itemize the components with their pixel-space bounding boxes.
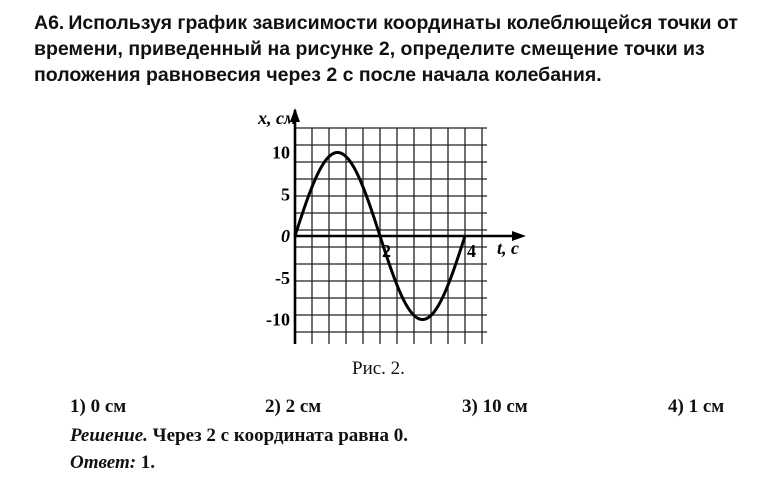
y-tick-label: -10 xyxy=(266,309,290,330)
option-3: 3) 10 см xyxy=(462,396,528,417)
x-tick-label: 2 xyxy=(382,241,391,261)
option-4: 4) 1 см xyxy=(668,396,725,417)
y-tick-label: 10 xyxy=(272,142,290,163)
x-axis-label: t, с xyxy=(497,238,519,258)
answer xyxy=(70,452,155,474)
option-2: 2) 2 см xyxy=(265,396,322,417)
problem-statement xyxy=(34,10,756,88)
y-tick-label: -5 xyxy=(275,267,290,288)
solution xyxy=(70,425,408,447)
x-tick-label: 4 xyxy=(467,241,476,261)
problem-text: Используя график зависимости координаты колеблющейся точки от времени, приведенный на рисунке 2, определите смещение точки из положения равновесия через 2 с после начала колебания. xyxy=(34,12,738,86)
y-tick-label: 5 xyxy=(281,184,290,205)
solution-label: Решение. xyxy=(70,425,148,446)
option-1: 1) 0 см xyxy=(70,396,127,417)
answer-text: 1. xyxy=(136,452,156,473)
y-tick-label: 0 xyxy=(281,226,290,246)
answer-label: Ответ: xyxy=(70,452,137,473)
y-axis-label: x, см xyxy=(258,108,297,128)
problem-number: А6. xyxy=(34,12,65,34)
displacement-time-graph xyxy=(240,108,540,353)
figure-caption: Рис. 2. xyxy=(352,358,405,379)
solution-text: Через 2 с координата равна 0. xyxy=(147,425,408,446)
